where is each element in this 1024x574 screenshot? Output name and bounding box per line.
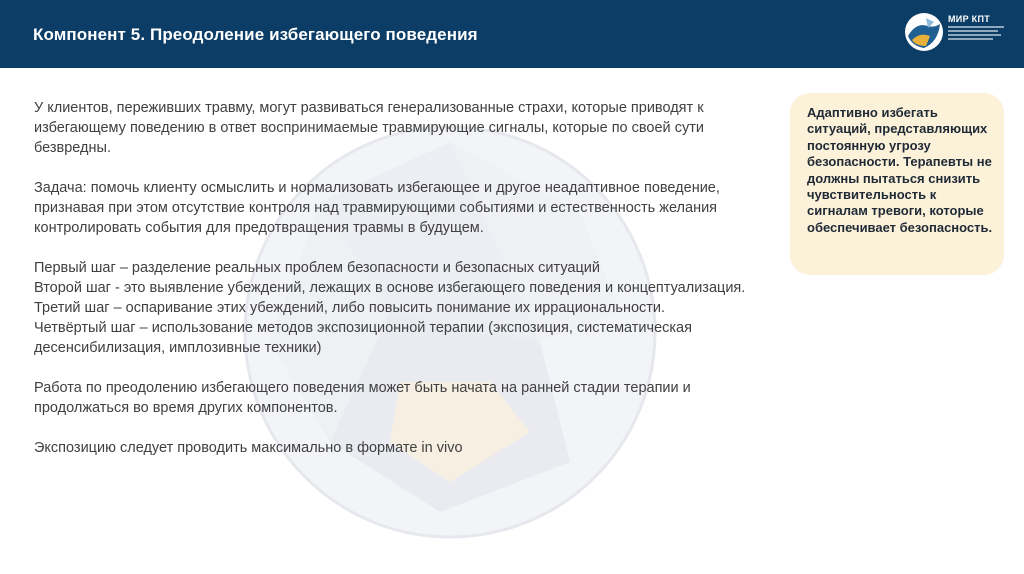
paragraph-task: Задача: помочь клиенту осмыслить и нормализовать избегающее и другое неадаптивное поведение, признавая при этом отсутствие контроля над травмирующими событиями и естественность желания контролировать события для предотвращения травмы в будущем. (34, 180, 720, 236)
main-text (34, 98, 779, 458)
step-one: Первый шаг – разделение реальных проблем безопасности и безопасных ситуаций (34, 260, 600, 276)
paragraph-work: Работа по преодолению избегающего поведения может быть начата на ранней стадии терапии и продолжаться во время других компонентов. (34, 380, 691, 416)
side-note-box (790, 93, 1004, 275)
paragraph-exposure: Экспозицию следует проводить максимально в формате in vivo (34, 440, 463, 456)
side-note-text: Адаптивно избегать ситуаций, представляющих постоянную угрозу безопасности. Терапевты не должны пытаться снизить чувствительность к сигналам тревоги, которые обеспечивает безопасность. (807, 105, 993, 235)
step-three: Третий шаг – оспаривание этих убеждений, либо повысить понимание их иррациональности. (34, 300, 666, 316)
brand-logo (904, 12, 1008, 54)
step-two: Второй шаг - это выявление убеждений, лежащих в основе избегающего поведения и концептуализация. (34, 280, 746, 296)
header-bar (0, 0, 1024, 68)
globe-logo-icon (904, 12, 944, 52)
paragraph-intro: У клиентов, переживших травму, могут развиваться генерализованные страхи, которые приводят к избегающему поведению в ответ воспринимаемые травмирующие сигналы, которые по своей сути безвредны. (34, 100, 704, 156)
logo-subtitle-lines (948, 26, 1004, 42)
step-four: Четвёртый шаг – использование методов экспозиционной терапии (экспозиция, систематическая десенсибилизация, имплозивные техники) (34, 320, 692, 356)
slide-title: Компонент 5. Преодоление избегающего поведения (33, 25, 478, 44)
logo-text: МИР КПТ (948, 14, 991, 24)
